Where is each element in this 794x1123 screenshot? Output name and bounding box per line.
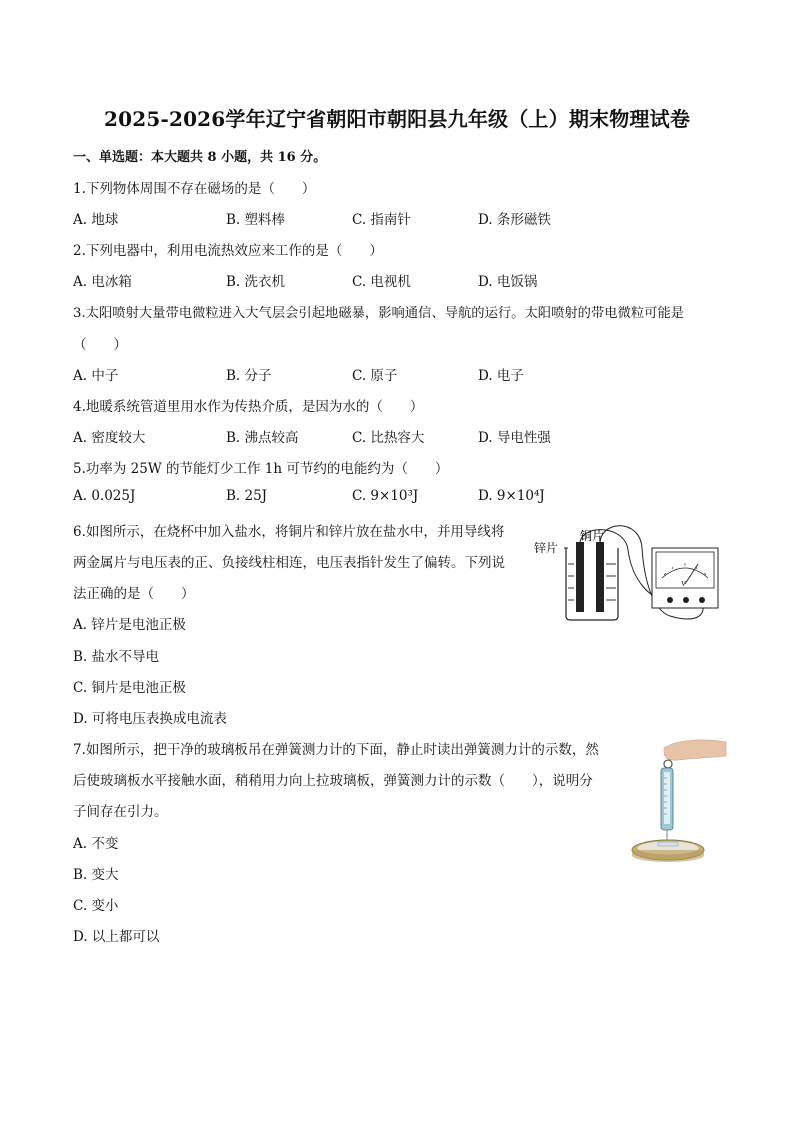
zinc-plate [576, 542, 584, 612]
question-6-option-a: A. 锌片是电池正极 [73, 617, 186, 633]
question-4-option-d: D. 导电性强 [478, 430, 551, 446]
question-7-stem-cont: 子间存在引力。 [73, 804, 168, 820]
question-2-option-a: A. 电冰箱 [73, 274, 132, 290]
question-2-option-d: D. 电饭锅 [478, 274, 538, 290]
voltmeter [652, 548, 718, 608]
question-5-option-a: A. 0.025J [73, 488, 136, 504]
question-1-option-c: C. 指南针 [352, 212, 411, 228]
question-1-option-b: B. 塑料棒 [226, 212, 286, 228]
voltmeter-symbol: V [681, 580, 687, 588]
question-3-option-d: D. 电子 [478, 368, 524, 384]
zinc-label: 锌片 [534, 541, 559, 555]
question-7-option-a: A. 不变 [73, 836, 119, 852]
question-3-option-c: C. 原子 [352, 368, 398, 384]
hand-icon [664, 740, 726, 760]
question-1-option-a: A. 地球 [73, 212, 119, 228]
question-2-option-c: C. 电视机 [352, 274, 411, 290]
question-4-stem: 4.地暖系统管道里用水作为传热介质，是因为水的（ ） [73, 399, 424, 415]
question-3-option-a: A. 中子 [73, 368, 119, 384]
question-4-option-b: B. 沸点较高 [226, 430, 299, 446]
section-heading: 一、单选题：本大题共 8 小题，共 16 分。 [73, 150, 327, 165]
question-7-stem-cont: 后使玻璃板水平接触水面，稍稍用力向上拉玻璃板，弹簧测力计的示数（ ），说明分 [73, 773, 593, 789]
question-2-option-b: B. 洗衣机 [226, 274, 286, 290]
spring-scale-photo [628, 738, 728, 868]
question-3-stem: 3.太阳喷射大量带电微粒进入大气层会引起地磁暴，影响通信、导航的运行。太阳喷射的带电微粒可能是 [73, 306, 685, 321]
question-7-option-d: D. 以上都可以 [73, 929, 160, 945]
question-6-stem-cont: 法正确的是（ ） [73, 586, 195, 602]
question-5-stem: 5.功率为 25W 的节能灯少工作 1h 可节约的电能约为（ ） [73, 461, 449, 477]
question-6-option-c: C. 铜片是电池正极 [73, 680, 186, 696]
question-2-stem: 2.下列电器中，利用电流热效应来工作的是（ ） [73, 243, 383, 259]
question-6-stem: 6.如图所示，在烧杯中加入盐水，将铜片和锌片放在盐水中，并用导线将 [73, 524, 505, 540]
question-4-option-c: C. 比热容大 [352, 430, 425, 446]
question-7-stem: 7.如图所示，把干净的玻璃板吊在弹簧测力计的下面，静止时读出弹簧测力计的示数，然 [73, 742, 599, 758]
battery-voltmeter-figure [530, 520, 730, 628]
question-1-option-d: D. 条形磁铁 [478, 212, 551, 228]
question-3-option-b: B. 分子 [226, 368, 272, 384]
question-6-option-b: B. 盐水不导电 [73, 649, 160, 665]
question-7-option-b: B. 变大 [73, 867, 119, 883]
copper-plate [596, 542, 604, 612]
question-6-option-d: D. 可将电压表换成电流表 [73, 711, 227, 727]
question-4-option-a: A. 密度较大 [73, 430, 146, 446]
question-3-stem-cont: （ ） [73, 337, 127, 353]
question-5-option-c: C. 9×10³J [352, 488, 419, 504]
copper-label: 铜片 [580, 529, 605, 543]
question-7-option-c: C. 变小 [73, 898, 119, 914]
question-5-option-d: D. 9×10⁴J [478, 488, 545, 504]
question-1-stem: 1.下列物体周围不存在磁场的是（ ） [73, 181, 316, 197]
exam-title: 2025-2026学年辽宁省朝阳市朝阳县九年级（上）期末物理试卷 [103, 107, 691, 131]
question-5-option-b: B. 25J [226, 488, 268, 504]
question-6-stem-cont: 两金属片与电压表的正、负接线柱相连，电压表指针发生了偏转。下列说 [73, 555, 505, 571]
